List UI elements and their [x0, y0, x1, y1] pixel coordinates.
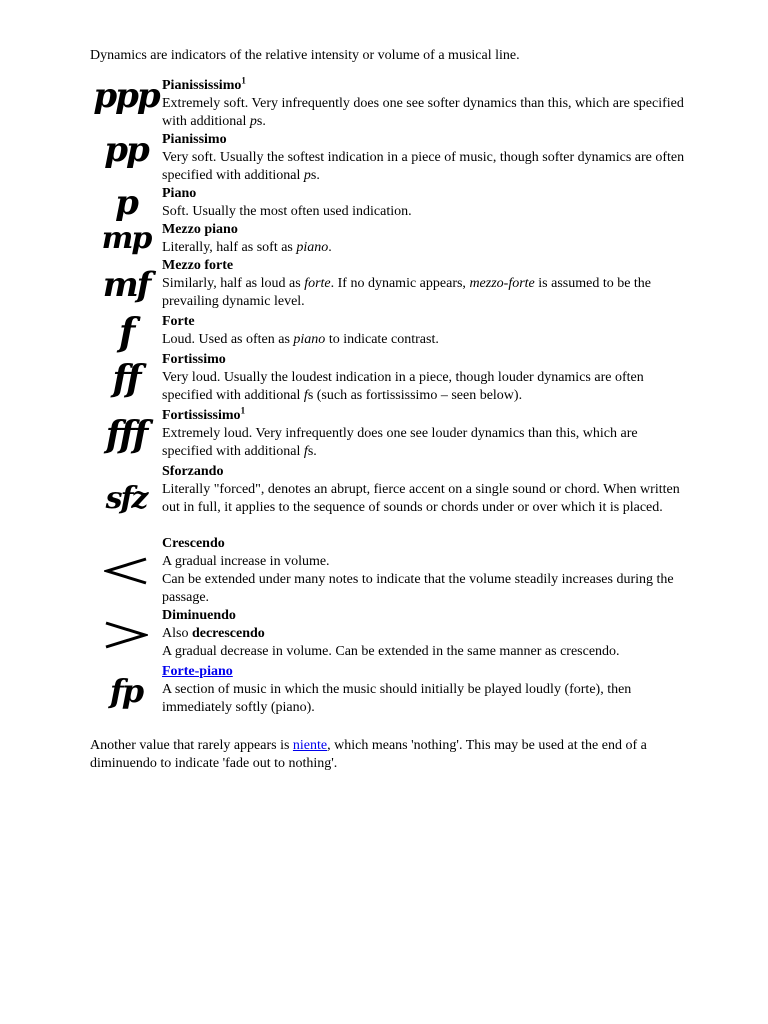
dynamic-text — [162, 131, 690, 185]
document-page — [90, 47, 690, 787]
dynamic-text — [162, 351, 690, 405]
dynamic-description: Very loud. Usually the loudest indication in a piece, though louder dynamics are often specified with additional fs (such as fortississimo – seen below). — [162, 370, 644, 403]
diminuendo-hairpin-icon — [104, 620, 148, 650]
dynamics-list — [90, 77, 690, 719]
dynamic-symbol-glyph: f — [118, 309, 134, 354]
dynamic-description: Literally, half as soft as piano. — [162, 240, 332, 255]
dynamic-symbol — [90, 351, 162, 407]
crescendo-hairpin-icon — [104, 556, 148, 586]
dynamic-text — [162, 463, 690, 517]
dynamic-name: Mezzo forte — [162, 258, 234, 273]
dynamic-symbol — [90, 407, 162, 463]
dynamic-entry — [90, 309, 690, 354]
dynamic-entry — [90, 351, 690, 407]
dynamic-entry — [90, 463, 690, 535]
dynamic-symbol — [90, 257, 162, 313]
dynamic-name: Fortississimo$^1$ — [162, 405, 246, 423]
dynamic-text — [162, 185, 690, 221]
footnote-marker: 1 — [241, 75, 246, 86]
dynamic-description: Extremely loud. Very infrequently does one see louder dynamics than this, which are specified with additional fs. — [162, 426, 638, 459]
dynamic-entry — [90, 257, 690, 313]
dynamic-text — [162, 663, 690, 717]
dynamic-symbol-glyph: ff — [112, 358, 140, 400]
dynamic-entry — [90, 407, 690, 463]
dynamic-name: Piano — [162, 186, 197, 201]
outro-text-after: , which means 'nothing'. This may be used at the end of a diminuendo to indicate 'fade out to nothing'. — [90, 738, 647, 771]
dynamic-symbol — [90, 309, 162, 354]
dynamic-description: Extremely soft. Very infrequently does one see softer dynamics than this, which are specified with additional ps. — [162, 96, 684, 129]
dynamic-symbol — [90, 663, 162, 719]
dynamic-entry — [90, 131, 690, 185]
footnote-marker: 1 — [240, 405, 246, 416]
dynamic-symbol — [90, 131, 162, 169]
dynamic-description: Soft. Usually the most often used indication. — [162, 204, 412, 219]
dynamic-symbol-glyph: p — [115, 183, 137, 223]
dynamic-description: Similarly, half as loud as forte. If no dynamic appears, mezzo-forte is assumed to be the prevailing dynamic level. — [162, 276, 652, 309]
dynamic-name: Crescendo — [162, 536, 225, 551]
dynamic-symbol — [90, 607, 162, 663]
niente-link[interactable]: niente — [292, 738, 328, 753]
dynamic-symbol-glyph: mp — [101, 221, 151, 256]
dynamic-symbol — [90, 77, 162, 115]
dynamic-symbol — [90, 221, 162, 257]
dynamic-text — [162, 535, 690, 607]
dynamic-text — [162, 407, 690, 461]
dynamic-text — [162, 77, 690, 131]
dynamic-entry — [90, 77, 690, 131]
dynamic-name: Pianississimo$^1$ — [162, 75, 246, 93]
dynamic-symbol-glyph: mf — [102, 265, 150, 305]
dynamic-name: Forte — [162, 314, 195, 329]
dynamic-symbol-glyph: fff — [105, 414, 147, 456]
dynamic-text — [162, 607, 690, 661]
dynamic-name-link[interactable]: Forte-piano — [162, 664, 233, 679]
dynamic-description: Loud. Used as often as piano to indicate contrast. — [162, 332, 439, 347]
dynamic-symbol — [90, 535, 162, 607]
intro-paragraph: Dynamics are indicators of the relative intensity or volume of a musical line. — [90, 48, 520, 63]
dynamic-name: Sforzando — [162, 464, 224, 479]
dynamic-name: Mezzo piano — [162, 222, 238, 237]
dynamic-entry — [90, 663, 690, 719]
dynamic-description: Also decrescendo A gradual decrease in volume. Can be extended in the same manner as crescendo. — [162, 626, 620, 659]
dynamic-symbol — [90, 463, 162, 535]
outro-paragraph — [90, 737, 680, 773]
dynamic-description: A section of music in which the music should initially be played loudly (forte), then immediately softly (piano). — [162, 682, 632, 715]
dynamic-entry — [90, 607, 690, 663]
dynamic-symbol-glyph: pp — [104, 130, 148, 170]
dynamic-text — [162, 313, 690, 349]
dynamic-symbol-glyph: fp — [109, 672, 143, 710]
dynamic-name: Fortissimo — [162, 352, 226, 367]
dynamic-symbol-glyph: sfz — [105, 481, 147, 516]
dynamic-symbol — [90, 185, 162, 221]
dynamic-entry — [90, 221, 690, 257]
dynamic-entry — [90, 535, 690, 607]
dynamic-symbol-glyph: ppp — [93, 76, 159, 116]
outro-text-before: Another value that rarely appears is — [90, 738, 293, 753]
dynamic-text — [162, 257, 690, 311]
dynamic-description: A gradual increase in volume. Can be extended under many notes to indicate that the volume steadily increases during the passage. — [162, 554, 674, 605]
dynamic-description: Very soft. Usually the softest indication in a piece of music, though softer dynamics are often specified with additional ps. — [162, 150, 685, 183]
dynamic-name: Pianissimo — [162, 132, 227, 147]
dynamic-entry — [90, 185, 690, 221]
dynamic-text — [162, 221, 690, 257]
dynamic-description: Literally "forced", denotes an abrupt, fierce accent on a single sound or chord. When written out in full, it applies to the sequence of sounds or chords under or over which it is placed. — [162, 482, 680, 515]
dynamic-name: Diminuendo — [162, 608, 236, 623]
